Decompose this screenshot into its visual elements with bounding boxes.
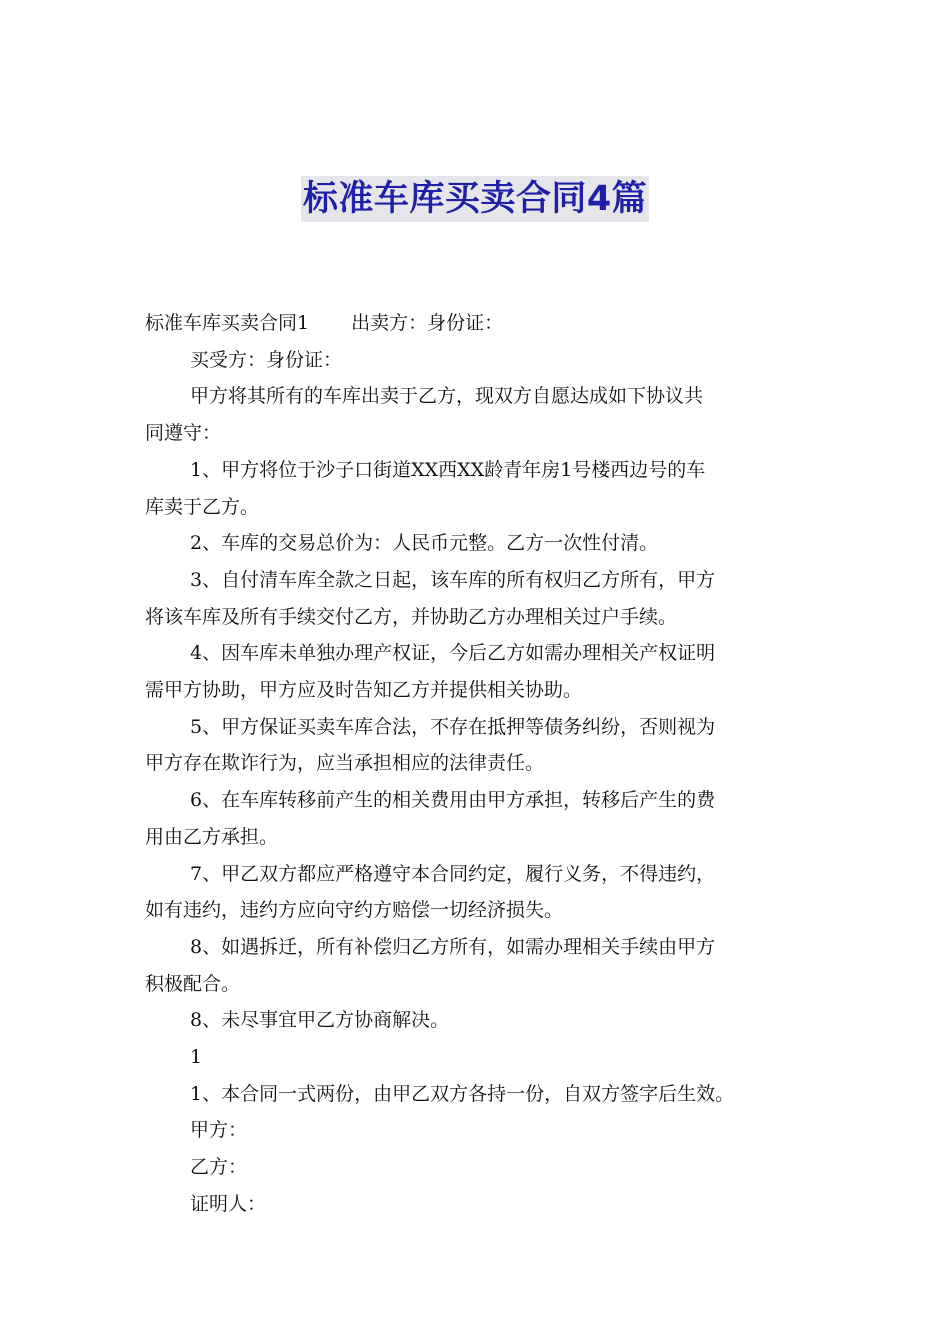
body-line: 同遵守：	[145, 422, 222, 445]
body-line: 6、在车库转移前产生的相关费用由甲方承担，转移后产生的费	[190, 789, 716, 812]
body-line: 如有违约，违约方应向守约方赔偿一切经济损失。	[145, 899, 564, 922]
contract-heading: 标准车库买卖合同1	[145, 312, 310, 334]
seller-id-line: 出卖方：身份证：	[351, 312, 504, 334]
body-line: 4、因车库未单独办理产权证，今后乙方如需办理相关产权证明	[190, 642, 716, 665]
body-line: 甲方存在欺诈行为，应当承担相应的法律责任。	[145, 752, 545, 775]
party-a-signature-line: 甲方：	[190, 1119, 248, 1142]
body-line: 7、甲乙双方都应严格遵守本合同约定，履行义务，不得违约，	[190, 862, 716, 885]
witness-signature-line: 证明人：	[190, 1192, 267, 1215]
party-b-signature-line: 乙方：	[190, 1156, 248, 1179]
body-line: 将该车库及所有手续交付乙方，并协助乙方办理相关过户手续。	[145, 605, 678, 628]
body-line: 8、未尽事宜甲乙方协商解决。	[190, 1009, 450, 1032]
body-line: 3、自付清车库全款之日起，该车库的所有权归乙方所有，甲方	[190, 568, 716, 591]
body-line: 积极配合。	[145, 972, 241, 995]
body-line: 库卖于乙方。	[145, 495, 260, 518]
body-line: 1、本合同一式两份，由甲乙双方各持一份，自双方签字后生效。	[190, 1082, 735, 1105]
body-line: 用由乙方承担。	[145, 825, 279, 848]
body-line: 甲方将其所有的车库出卖于乙方，现双方自愿达成如下协议共	[190, 385, 704, 408]
body-line: 5、甲方保证买卖车库合法，不存在抵押等债务纠纷，否则视为	[190, 715, 716, 738]
document-body	[145, 305, 810, 1223]
body-line: 2、车库的交易总价为：人民币元整。乙方一次性付清。	[190, 532, 659, 555]
document-title: 标准车库买卖合同4篇	[301, 176, 649, 222]
body-line: 买受方：身份证：	[190, 348, 343, 371]
body-line: 8、如遇拆迁，所有补偿归乙方所有，如需办理相关手续由甲方	[190, 935, 716, 958]
body-line: 1、甲方将位于沙子口街道XX西XX龄青年房1号楼西边号的车	[190, 458, 706, 481]
page-number-line: 1	[190, 1046, 203, 1069]
contract-heading-line	[145, 305, 810, 342]
title-container	[0, 176, 950, 222]
body-line: 需甲方协助，甲方应及时告知乙方并提供相关协助。	[145, 679, 583, 702]
